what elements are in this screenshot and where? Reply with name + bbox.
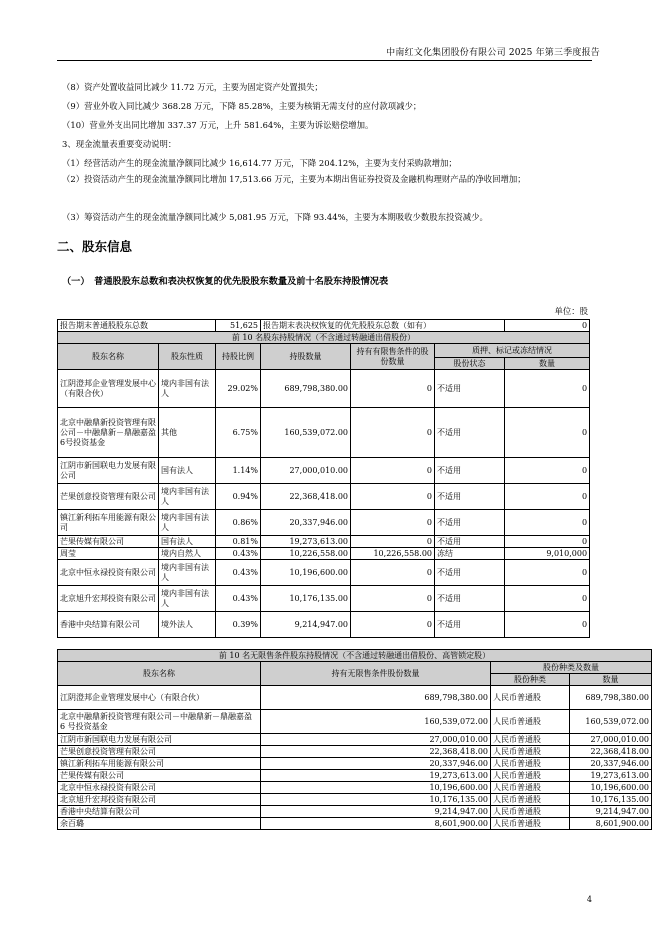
- shareholder-row: [58, 370, 590, 408]
- restricted-qty: 0: [351, 560, 435, 586]
- pledge-amount: 0: [505, 458, 590, 484]
- unrestricted-qty: 8,601,900.00: [261, 818, 491, 830]
- restricted-qty: 0: [351, 370, 435, 408]
- top10-shareholders-table: [57, 319, 590, 638]
- holder-name: 香港中央结算有限公司: [58, 806, 261, 818]
- shareholder-row: [58, 586, 590, 612]
- pledge-status: 不适用: [435, 560, 505, 586]
- shareholder-name: 江阴澄邦企业管理发展中心（有限合伙）: [58, 370, 159, 408]
- share-amount: 10,176,135.00: [570, 794, 652, 806]
- shareholding-ratio: 1.14%: [216, 458, 261, 484]
- holder-name: 北京旭升宏邦投资有限公司: [58, 794, 261, 806]
- pledge-status: 不适用: [435, 612, 505, 638]
- shareholder-name: 北京中恒永禄投资有限公司: [58, 560, 159, 586]
- report-header-title: 中南红文化集团股份有限公司 2025 年第三季度报告: [386, 48, 600, 58]
- unrestricted-qty: 689,798,380.00: [261, 686, 491, 710]
- shareholding-ratio: 0.43%: [216, 548, 261, 560]
- restricted-qty: 0: [351, 586, 435, 612]
- total-holders-value: 51,625: [216, 320, 261, 332]
- shareholder-row: [58, 612, 590, 638]
- pledge-amount: 0: [505, 408, 590, 458]
- header2-type-group: 股份种类及数量: [491, 662, 652, 674]
- shareholder-row: [58, 484, 590, 510]
- header2-name: 股东名称: [58, 662, 261, 686]
- shareholding-ratio: 0.81%: [216, 536, 261, 548]
- holder-name: 北京中融鼎新投资管理有限公司－中融鼎新－鼎融嘉盈 6 号投资基金: [58, 710, 261, 734]
- header-status: 股份状态: [435, 358, 505, 370]
- holder-name: 芒果传媒有限公司: [58, 770, 261, 782]
- share-type: 人民币普通股: [491, 782, 570, 794]
- cash-flow-note-2: （2）投资活动产生的现金流量净额同比增加 17,513.66 万元，主要为本期出售证券投资及金融机构理财产品的净收回增加；: [62, 174, 526, 184]
- unrestricted-row: [58, 770, 652, 782]
- shareholder-row: [58, 560, 590, 586]
- unrestricted-qty: 10,196,600.00: [261, 782, 491, 794]
- unrestricted-qty: 160,539,072.00: [261, 710, 491, 734]
- pledge-status: 不适用: [435, 536, 505, 548]
- shareholder-row: [58, 536, 590, 548]
- holder-name: 余百璐: [58, 818, 261, 830]
- page-number: 4: [586, 895, 592, 904]
- top10-band: 前 10 名股东持股情况（不含通过转融通出借股份）: [58, 332, 590, 344]
- share-type: 人民币普通股: [491, 770, 570, 782]
- shareholding-qty: 160,539,072.00: [261, 408, 351, 458]
- restricted-qty: 10,226,558.00: [351, 548, 435, 560]
- shareholder-nature: 境内非国有法人: [159, 560, 216, 586]
- shareholder-nature: 境内非国有法人: [159, 510, 216, 536]
- unrestricted-qty: 10,176,135.00: [261, 794, 491, 806]
- holder-name: 江阴市新国联电力发展有限公司: [58, 734, 261, 746]
- shareholding-qty: 22,368,418.00: [261, 484, 351, 510]
- pledge-amount: 0: [505, 536, 590, 548]
- header2-amount: 数量: [570, 674, 652, 686]
- summary-row: [58, 320, 590, 332]
- shareholder-name: 芒果传媒有限公司: [58, 536, 159, 548]
- unrestricted-qty: 27,000,010.00: [261, 734, 491, 746]
- share-amount: 160,539,072.00: [570, 710, 652, 734]
- note-line-9: （9）营业外收入同比减少 368.28 万元，下降 85.28%，主要为核销无需支付的应付款项减少；: [62, 101, 422, 111]
- shareholding-qty: 10,226,558.00: [261, 548, 351, 560]
- share-type: 人民币普通股: [491, 734, 570, 746]
- holder-name: 镇江新利拓车用能源有限公司: [58, 758, 261, 770]
- shareholder-nature: 境内非国有法人: [159, 370, 216, 408]
- shareholding-qty: 9,214,947.00: [261, 612, 351, 638]
- unrestricted-row: [58, 806, 652, 818]
- shareholder-name: 镇江新利拓车用能源有限公司: [58, 510, 159, 536]
- shareholding-ratio: 0.43%: [216, 560, 261, 586]
- pledge-status: 不适用: [435, 510, 505, 536]
- shareholder-name: 北京旭升宏邦投资有限公司: [58, 586, 159, 612]
- header-amount: 数量: [505, 358, 590, 370]
- unrestricted-qty: 22,368,418.00: [261, 746, 491, 758]
- unrestricted-band: 前 10 名无限售条件股东持股情况（不含通过转融通出借股份、高管锁定股）: [58, 650, 652, 662]
- unrestricted-qty: 19,273,613.00: [261, 770, 491, 782]
- pledge-status: 不适用: [435, 458, 505, 484]
- shareholding-qty: 10,196,600.00: [261, 560, 351, 586]
- shareholder-nature: 境外法人: [159, 612, 216, 638]
- share-amount: 9,214,947.00: [570, 806, 652, 818]
- shareholder-row: [58, 458, 590, 484]
- share-type: 人民币普通股: [491, 710, 570, 734]
- header-divider: [57, 60, 592, 61]
- share-amount: 20,337,946.00: [570, 758, 652, 770]
- restricted-qty: 0: [351, 408, 435, 458]
- section-title: 二、股东信息: [57, 239, 133, 254]
- holder-name: 江阴澄邦企业管理发展中心（有限合伙）: [58, 686, 261, 710]
- share-type: 人民币普通股: [491, 794, 570, 806]
- shareholder-nature: 境内自然人: [159, 548, 216, 560]
- share-amount: 8,601,900.00: [570, 818, 652, 830]
- note-line-10: （10）营业外支出同比增加 337.37 万元，上升 581.64%，主要为诉讼赔偿增加。: [62, 120, 374, 130]
- share-amount: 689,798,380.00: [570, 686, 652, 710]
- cash-flow-note-3: （3）筹资活动产生的现金流量净额同比减少 5,081.95 万元，下降 93.44%，主要为本期吸收少数股东投资减少。: [62, 212, 488, 222]
- shareholding-qty: 19,273,613.00: [261, 536, 351, 548]
- unrestricted-row: [58, 710, 652, 734]
- share-type: 人民币普通股: [491, 818, 570, 830]
- shareholding-ratio: 6.75%: [216, 408, 261, 458]
- share-amount: 19,273,613.00: [570, 770, 652, 782]
- pledge-amount: 0: [505, 612, 590, 638]
- restricted-qty: 0: [351, 458, 435, 484]
- total-holders-label: 报告期末普通股股东总数: [58, 320, 216, 332]
- unrestricted-qty: 20,337,946.00: [261, 758, 491, 770]
- unrestricted-row: [58, 758, 652, 770]
- unrestricted-row: [58, 746, 652, 758]
- shareholding-ratio: 0.39%: [216, 612, 261, 638]
- shareholder-name: 周莹: [58, 548, 159, 560]
- shareholding-qty: 689,798,380.00: [261, 370, 351, 408]
- holder-name: 芒果创意投资管理有限公司: [58, 746, 261, 758]
- shareholder-nature: 境内非国有法人: [159, 484, 216, 510]
- unit-label: 单位：股: [554, 306, 588, 316]
- shareholder-name: 香港中央结算有限公司: [58, 612, 159, 638]
- shareholding-ratio: 29.02%: [216, 370, 261, 408]
- share-type: 人民币普通股: [491, 686, 570, 710]
- cash-flow-title: 3、现金流量表重要变动说明：: [62, 139, 177, 149]
- shareholder-name: 江阴市新国联电力发展有限公司: [58, 458, 159, 484]
- cash-flow-note-1: （1）经营活动产生的现金流量净额同比减少 16,614.77 万元，下降 204.12%，主要为支付采购款增加；: [62, 158, 457, 168]
- shareholder-nature: 国有法人: [159, 536, 216, 548]
- share-amount: 22,368,418.00: [570, 746, 652, 758]
- shareholder-nature: 其他: [159, 408, 216, 458]
- shareholding-qty: 27,000,010.00: [261, 458, 351, 484]
- restricted-qty: 0: [351, 484, 435, 510]
- note-line-8: （8）资产处置收益同比减少 11.72 万元，主要为固定资产处置损失；: [62, 82, 323, 92]
- share-type: 人民币普通股: [491, 806, 570, 818]
- pledge-status: 不适用: [435, 408, 505, 458]
- share-amount: 10,196,600.00: [570, 782, 652, 794]
- unrestricted-row: [58, 686, 652, 710]
- holder-name: 北京中恒永禄投资有限公司: [58, 782, 261, 794]
- header-ratio: 持股比例: [216, 344, 261, 370]
- share-amount: 27,000,010.00: [570, 734, 652, 746]
- pledge-amount: 0: [505, 370, 590, 408]
- shareholder-nature: 境内非国有法人: [159, 586, 216, 612]
- header2-type: 股份种类: [491, 674, 570, 686]
- pledge-amount: 0: [505, 560, 590, 586]
- unrestricted-row: [58, 794, 652, 806]
- header-restricted: 持有有限售条件的股份数量: [351, 344, 435, 370]
- restricted-qty: 0: [351, 510, 435, 536]
- preferred-holders-value: 0: [505, 320, 590, 332]
- header-qty: 持股数量: [261, 344, 351, 370]
- shareholder-row: [58, 510, 590, 536]
- section-subtitle: （一） 普通股股东总数和表决权恢复的优先股股东数量及前十名股东持股情况表: [62, 276, 389, 287]
- pledge-amount: 9,010,000: [505, 548, 590, 560]
- header-name: 股东名称: [58, 344, 159, 370]
- shareholder-nature: 国有法人: [159, 458, 216, 484]
- shareholding-qty: 20,337,946.00: [261, 510, 351, 536]
- pledge-amount: 0: [505, 586, 590, 612]
- pledge-status: 不适用: [435, 484, 505, 510]
- share-type: 人民币普通股: [491, 746, 570, 758]
- shareholding-ratio: 0.94%: [216, 484, 261, 510]
- shareholder-row: [58, 548, 590, 560]
- shareholder-name: 芒果创意投资管理有限公司: [58, 484, 159, 510]
- pledge-status: 不适用: [435, 370, 505, 408]
- shareholding-qty: 10,176,135.00: [261, 586, 351, 612]
- preferred-holders-label: 报告期末表决权恢复的优先股股东总数（如有）: [261, 320, 505, 332]
- header-nature: 股东性质: [159, 344, 216, 370]
- header-pledge: 质押、标记或冻结情况: [435, 344, 590, 358]
- unrestricted-row: [58, 818, 652, 830]
- shareholder-name: 北京中融鼎新投资管理有限公司－中融鼎新－鼎融嘉盈6号投资基金: [58, 408, 159, 458]
- pledge-amount: 0: [505, 510, 590, 536]
- pledge-status: 冻结: [435, 548, 505, 560]
- shareholder-row: [58, 408, 590, 458]
- shareholding-ratio: 0.86%: [216, 510, 261, 536]
- pledge-status: 不适用: [435, 586, 505, 612]
- shareholding-ratio: 0.43%: [216, 586, 261, 612]
- restricted-qty: 0: [351, 536, 435, 548]
- top10-unrestricted-table: [57, 649, 652, 830]
- unrestricted-qty: 9,214,947.00: [261, 806, 491, 818]
- unrestricted-row: [58, 734, 652, 746]
- pledge-amount: 0: [505, 484, 590, 510]
- header2-qty: 持有无限售条件股份数量: [261, 662, 491, 686]
- share-type: 人民币普通股: [491, 758, 570, 770]
- restricted-qty: 0: [351, 612, 435, 638]
- unrestricted-row: [58, 782, 652, 794]
